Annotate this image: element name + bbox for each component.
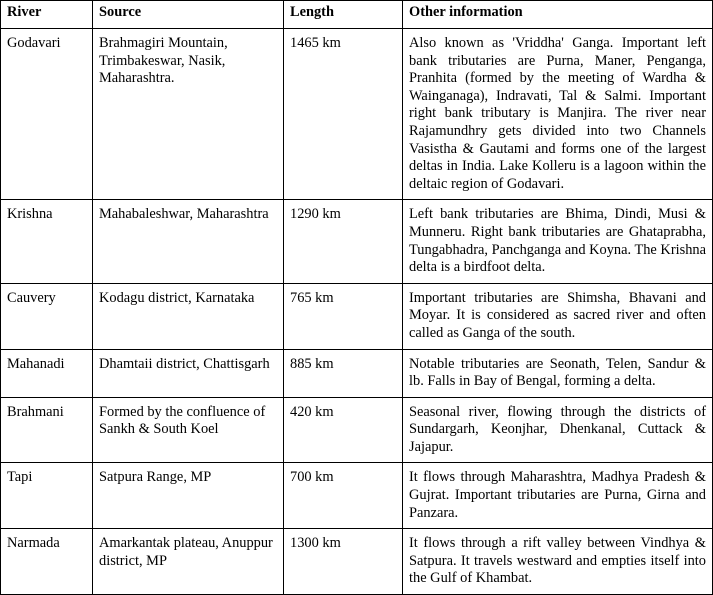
river-name-cell: Tapi — [1, 463, 93, 529]
header-source: Source — [93, 1, 284, 29]
table-row — [1, 29, 713, 200]
river-name-cell: Brahmani — [1, 397, 93, 463]
length-cell: 700 km — [284, 463, 403, 529]
other-information-cell: It flows through a rift valley between Vindhya & Satpura. It travels westward and empties itself into the Gulf of Khambat. — [403, 529, 713, 595]
source-cell: Dhamtaii district, Chattisgarh — [93, 349, 284, 397]
table-row — [1, 349, 713, 397]
length-cell: 1290 km — [284, 200, 403, 283]
river-name-cell: Krishna — [1, 200, 93, 283]
source-cell: Satpura Range, MP — [93, 463, 284, 529]
table-row — [1, 397, 713, 463]
river-name-cell: Cauvery — [1, 283, 93, 349]
length-cell: 765 km — [284, 283, 403, 349]
other-information-cell: Seasonal river, flowing through the districts of Sundargarh, Keonjhar, Dhenkanal, Cuttack & Jajapur. — [403, 397, 713, 463]
other-information-cell: Left bank tributaries are Bhima, Dindi, Musi & Munneru. Right bank tributaries are Ghataprabha, Tungabhadra, Panchganga and Koyna. The Krishna delta is a birdfoot delta. — [403, 200, 713, 283]
length-cell: 885 km — [284, 349, 403, 397]
header-length: Length — [284, 1, 403, 29]
table-row — [1, 283, 713, 349]
source-cell: Kodagu district, Karnataka — [93, 283, 284, 349]
source-cell: Mahabaleshwar, Maharashtra — [93, 200, 284, 283]
other-information-cell: It flows through Maharashtra, Madhya Pradesh & Gujrat. Important tributaries are Purna, Girna and Panzara. — [403, 463, 713, 529]
table-row — [1, 463, 713, 529]
header-river: River — [1, 1, 93, 29]
source-cell: Brahmagiri Mountain, Trimbakeswar, Nasik, Maharashtra. — [93, 29, 284, 200]
table-header-row — [1, 1, 713, 29]
length-cell: 1465 km — [284, 29, 403, 200]
header-other-information: Other information — [403, 1, 713, 29]
source-cell: Amarkantak plateau, Anuppur district, MP — [93, 529, 284, 595]
river-name-cell: Mahanadi — [1, 349, 93, 397]
length-cell: 420 km — [284, 397, 403, 463]
length-cell: 1300 km — [284, 529, 403, 595]
table-row — [1, 529, 713, 595]
other-information-cell: Notable tributaries are Seonath, Telen, Sandur & lb. Falls in Bay of Bengal, forming a delta. — [403, 349, 713, 397]
table-row — [1, 200, 713, 283]
river-name-cell: Narmada — [1, 529, 93, 595]
other-information-cell: Important tributaries are Shimsha, Bhavani and Moyar. It is considered as sacred river and often called as Ganga of the south. — [403, 283, 713, 349]
river-name-cell: Godavari — [1, 29, 93, 200]
source-cell: Formed by the confluence of Sankh & South Koel — [93, 397, 284, 463]
other-information-cell: Also known as 'Vriddha' Ganga. Important left bank tributaries are Purna, Maner, Penganga, Pranhita (formed by the meeting of Wardha & Wainganaga), Indravati, Tal & Salmi. Important right bank tributary is Manjira. The river near Rajamundhry gets divided into two Channels Vasistha & Gautami and forms one of the largest deltas in India. Lake Kolleru is a lagoon within the deltaic region of Godavari. — [403, 29, 713, 200]
